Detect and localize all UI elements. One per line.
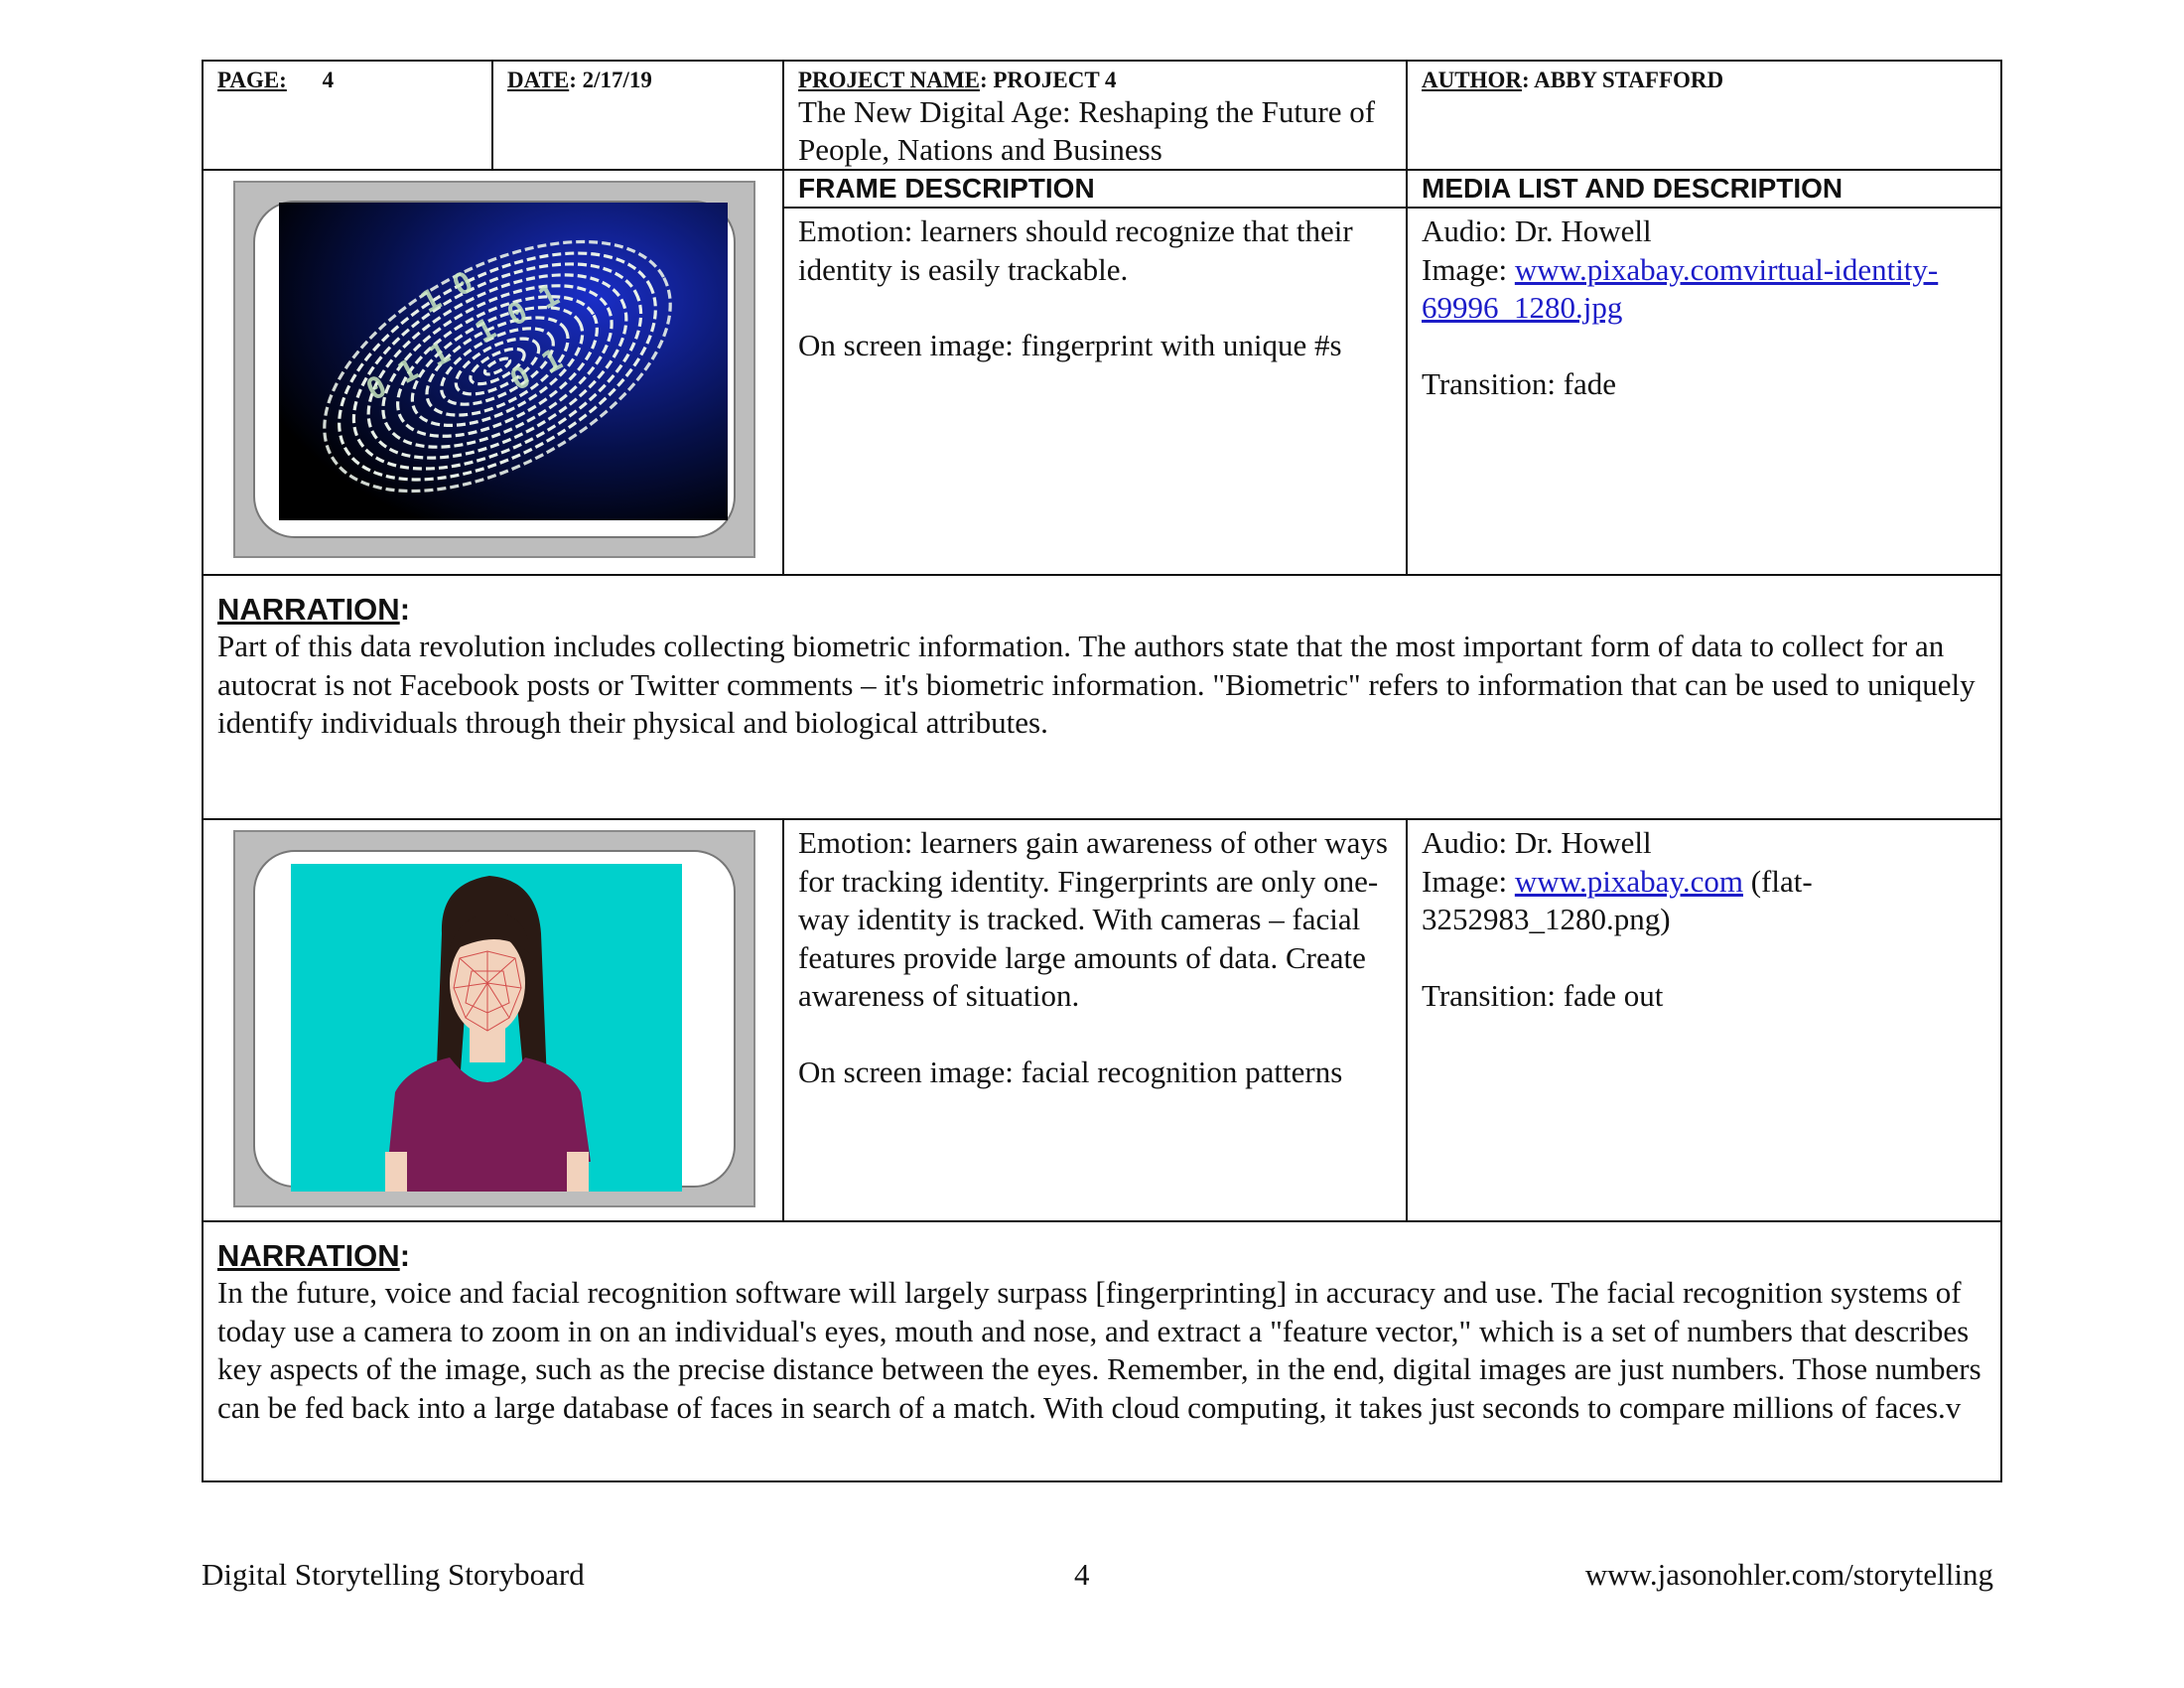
narration-1-heading: NARRATION: (217, 592, 411, 627)
frame-1-image-line (1422, 251, 1986, 328)
svg-text:0 1 1: 0 1 1 (360, 335, 457, 409)
fingerprint-image-icon (279, 203, 728, 520)
frame-2-onscreen-text: On screen image: facial recognition patterns (798, 1054, 1343, 1089)
header-row (203, 61, 2001, 170)
page-label: PAGE: (217, 68, 287, 92)
frame-1-description (784, 209, 1406, 369)
frame-1-image-label: Image: (1422, 251, 1515, 287)
project-label: PROJECT NAME (798, 68, 980, 92)
project-cell (783, 61, 1407, 170)
narration-1-text: Part of this data revolution includes collecting biometric information. The authors state that the most important form of data to collect for an autocrat is not Facebook posts or Twitter comments – it's biometric information. "Biometric" refers to information that can be used to uniquely identify individuals through their physical and biological attributes. (217, 629, 1976, 740)
page-cell (203, 61, 492, 170)
frame-2-transition: Transition: fade out (1422, 977, 1664, 1013)
frame-1-media-cell (1407, 170, 2001, 575)
narration-2-label: NARRATION (217, 1238, 400, 1273)
author-value: : ABBY STAFFORD (1521, 68, 1724, 92)
narration-row-2 (203, 1221, 2001, 1481)
frame-1-image-cell (203, 170, 783, 575)
author-label: AUTHOR (1422, 68, 1522, 92)
frame-1-media (1408, 209, 2000, 407)
frame-2-image-suffix: (flat-3252983_1280.png) (1422, 863, 1813, 936)
narration-1-cell (203, 575, 2001, 819)
date-value: : 2/17/19 (569, 68, 652, 92)
frame-2-monitor (233, 830, 755, 1207)
storyboard-table (202, 60, 2002, 1482)
narration-row-1 (203, 575, 2001, 819)
frame-row-1 (203, 170, 2001, 575)
frame-1-onscreen-text: On screen image: fingerprint with unique #s (798, 328, 1342, 362)
date-cell (492, 61, 783, 170)
frame-2-image-label: Image: (1422, 863, 1515, 899)
narration-1-label: NARRATION (217, 592, 400, 627)
face-recognition-image-icon (291, 864, 682, 1192)
narration-2-cell (203, 1221, 2001, 1481)
storyboard-sheet (202, 60, 2000, 1482)
frame-2-image-line (1422, 863, 1986, 939)
frame-2-description (784, 820, 1406, 1095)
footer-left: Digital Storytelling Storyboard (202, 1557, 585, 1592)
frame-description-heading: FRAME DESCRIPTION (784, 171, 1406, 209)
frame-2-image-link[interactable]: www.pixabay.com (1514, 863, 1743, 899)
frame-1-audio: Audio: Dr. Howell (1422, 213, 1652, 248)
frame-1-emotion-text: Emotion: learners should recognize that their identity is easily trackable. (798, 213, 1353, 287)
author-cell (1407, 61, 2001, 170)
narration-2-heading: NARRATION: (217, 1238, 411, 1273)
frame-2-image-cell (203, 819, 783, 1221)
frame-2-description-cell (783, 819, 1407, 1221)
frame-2-emotion-text: Emotion: learners gain awareness of other ways for tracking identity. Fingerprints are only one-way identity is tracked. With cameras – facial features provide large amounts of data. Create awareness of situation. (798, 825, 1388, 1013)
frame-2-media-cell (1407, 819, 2001, 1221)
narration-2-text: In the future, voice and facial recognition software will largely surpass [fingerprinting] in accuracy and use. The facial recognition systems of today use a camera to zoom in on an individual's eyes, mouth and nose, and extract a "feature vector," which is a set of numbers that describes key aspects of the image, such as the precise distance between the eyes. Remember, in the end, digital images are just numbers. Those numbers can be fed back into a large database of faces in search of a match. With cloud computing, it takes just seconds to compare millions of faces.v (217, 1275, 1981, 1425)
page-number: 4 (322, 68, 335, 92)
svg-text:1 0 1: 1 0 1 (470, 277, 566, 352)
project-title: The New Digital Age: Reshaping the Future of People, Nations and Business (798, 94, 1376, 167)
media-list-heading: MEDIA LIST AND DESCRIPTION (1408, 171, 2000, 209)
frame-1-description-cell (783, 170, 1407, 575)
frame-1-transition: Transition: fade (1422, 365, 1617, 401)
svg-text:0 1: 0 1 (504, 342, 569, 399)
footer-page-number: 4 (1074, 1557, 1090, 1592)
svg-text:1 0: 1 0 (415, 264, 479, 322)
project-value: : PROJECT 4 (979, 68, 1117, 92)
date-label: DATE (507, 68, 570, 92)
frame-2-audio: Audio: Dr. Howell (1422, 825, 1652, 860)
footer-right: www.jasonohler.com/storytelling (1584, 1557, 1993, 1592)
frame-1-image-link[interactable]: www.pixabay.comvirtual-identity-69996_1280.jpg (1422, 251, 1939, 325)
frame-row-2 (203, 819, 2001, 1221)
frame-2-media (1408, 820, 2000, 1019)
frame-1-monitor (233, 181, 755, 558)
